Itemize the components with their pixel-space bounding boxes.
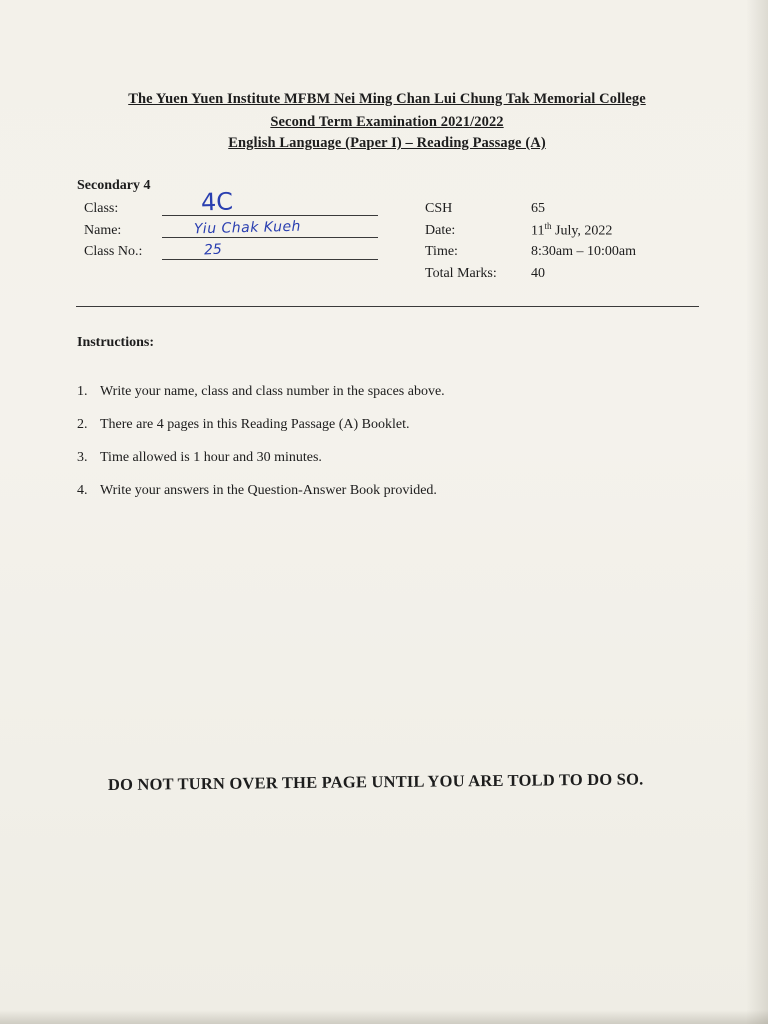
date-rest: July, 2022 (551, 223, 613, 239)
paper-bottom-shadow (0, 1010, 768, 1024)
class-no-label: Class No.: (84, 244, 143, 259)
instruction-number: 4. (77, 483, 88, 498)
csh-label: CSH (425, 201, 453, 216)
level-label: Secondary 4 (77, 178, 151, 193)
total-marks-value: 40 (531, 266, 545, 281)
exam-title: Second Term Examination 2021/2022 (270, 114, 504, 130)
instruction-text: Write your name, class and class number in the spaces above. (100, 384, 445, 399)
class-no-handwriting: 25 (203, 241, 223, 259)
instruction-text: Time allowed is 1 hour and 30 minutes. (100, 450, 322, 465)
csh-value: 65 (531, 201, 545, 216)
date-suffix: th (544, 221, 552, 231)
do-not-turn-warning: DO NOT TURN OVER THE PAGE UNTIL YOU ARE TOLD TO DO SO. (107, 769, 644, 794)
date-value (531, 221, 612, 240)
class-handwriting: 4C (200, 187, 234, 217)
instruction-number: 3. (77, 450, 88, 465)
instruction-number: 1. (77, 384, 88, 399)
instructions-heading: Instructions: (77, 335, 155, 350)
instruction-text: Write your answers in the Question-Answer Book provided. (100, 483, 437, 498)
paper-edge-shadow (746, 0, 768, 1024)
class-label: Class: (84, 201, 119, 216)
instruction-item (77, 483, 437, 499)
time-label: Time: (425, 244, 458, 259)
instruction-item (77, 450, 322, 466)
class-line (162, 215, 378, 216)
instruction-number: 2. (77, 417, 88, 432)
instruction-item (77, 417, 409, 433)
time-value: 8:30am – 10:00am (531, 244, 636, 259)
class-no-line (162, 259, 378, 260)
name-label: Name: (84, 223, 122, 238)
paper-title: English Language (Paper I) – Reading Passage (A) (228, 135, 546, 151)
school-name: The Yuen Yuen Institute MFBM Nei Ming Chan Lui Chung Tak Memorial College (128, 91, 646, 107)
total-marks-label: Total Marks: (425, 266, 497, 281)
section-divider (76, 306, 699, 307)
date-label: Date: (425, 223, 456, 238)
instruction-item (77, 384, 445, 400)
date-day: 11 (531, 223, 545, 239)
instruction-text: There are 4 pages in this Reading Passage (A) Booklet. (100, 417, 410, 432)
name-handwriting: Yiu Chak Kueh (193, 218, 302, 238)
